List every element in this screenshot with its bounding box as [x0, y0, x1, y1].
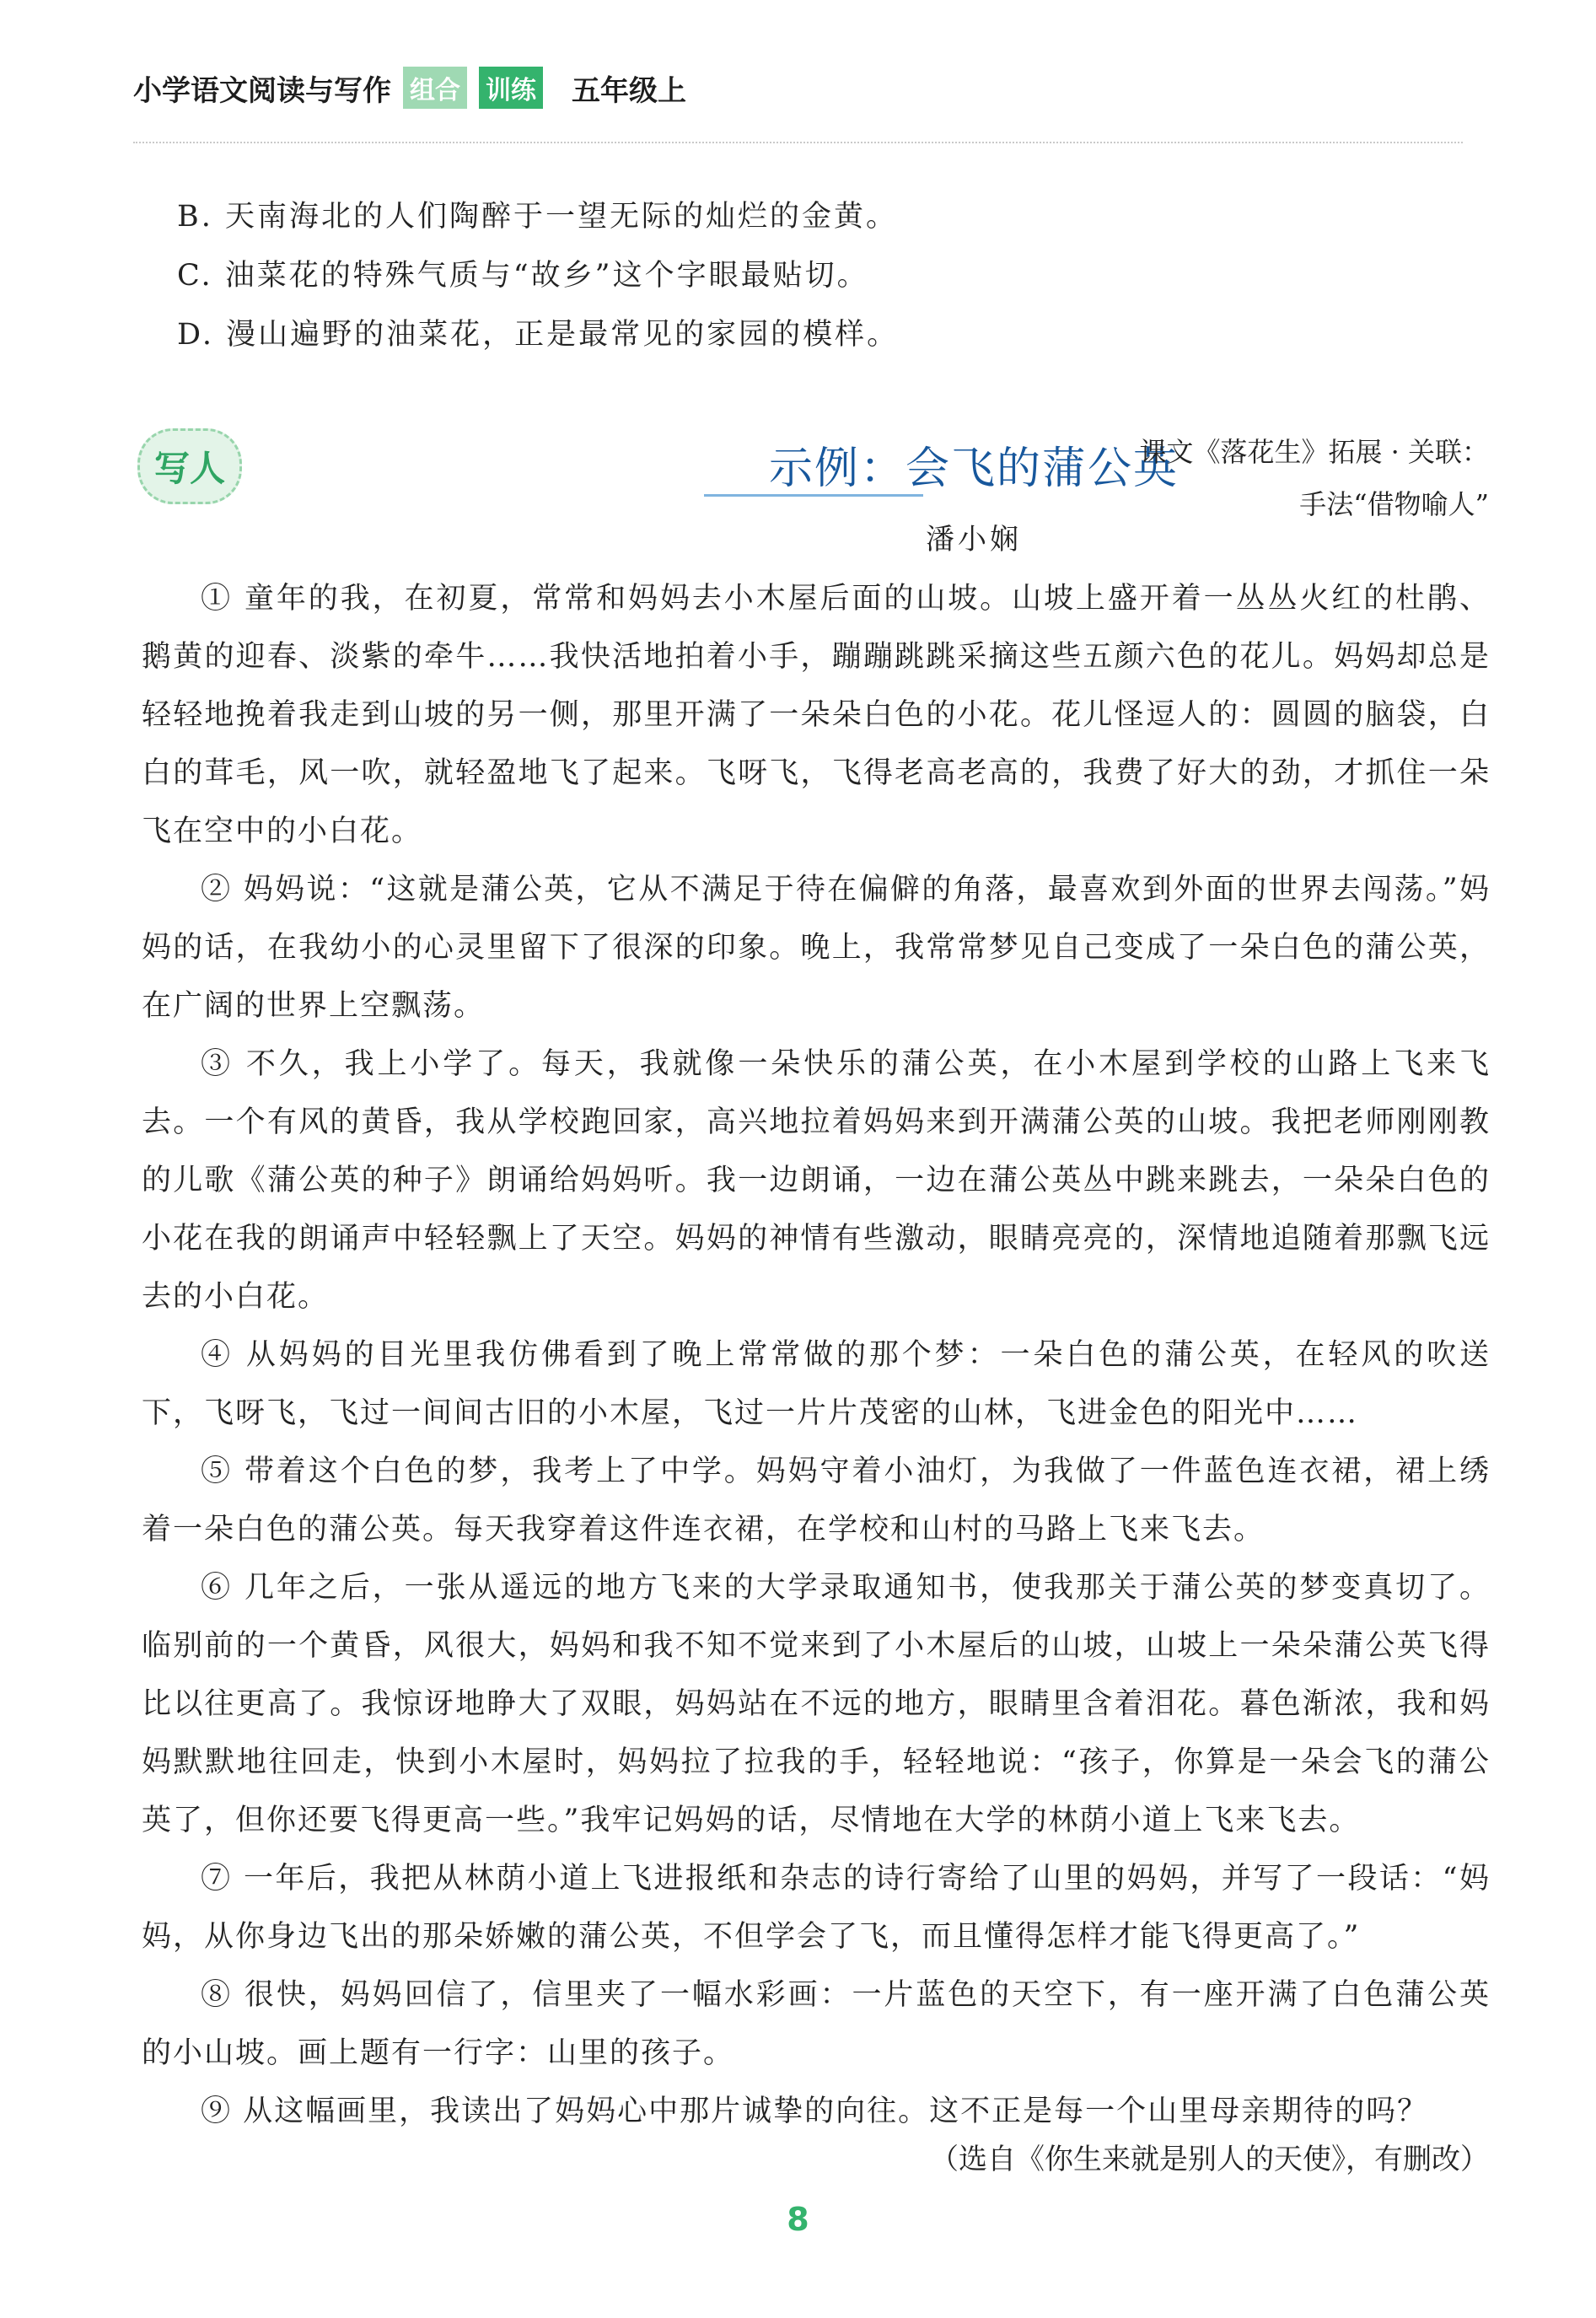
- paragraph-3: ③ 不久，我上小学了。每天，我就像一朵快乐的蒲公英，在小木屋到学校的山路上飞来飞去。一个有风的黄昏，我从学校跑回家，高兴地拉着妈妈来到开满蒲公英的山坡。我把老师刚刚教的儿歌《蒲公英的种子》朗诵给妈妈听。我一边朗诵，一边在蒲公英丛中跳来跳去，一朵朵白色的小花在我的朗诵声中轻轻飘上了天空。妈妈的神情有些激动，眼睛亮亮的，深情地追随着那飘飞远去的小白花。: [142, 1047, 1491, 1314]
- option-b: B. 天南海北的人们陶醉于一望无际的灿烂的金黄。: [177, 200, 898, 234]
- book-header: [133, 62, 686, 113]
- lesson-note: [1118, 426, 1489, 530]
- book-title: 小学语文阅读与写作: [133, 73, 391, 108]
- grade-label: 五年级上: [572, 73, 686, 108]
- article-title: 示例：会飞的蒲公英: [768, 444, 1179, 494]
- paragraph-6: ⑥ 几年之后，一张从遥远的地方飞来的大学录取通知书，使我那关于蒲公英的梦变真切了。临别前的一个黄昏，风很大，妈妈和我不知不觉来到了小木屋后的山坡，山坡上一朵朵蒲公英飞得比以往更高了。我惊讶地睁大了双眼，妈妈站在不远的地方，眼睛里含着泪花。暮色渐浓，我和妈妈默默地往回走，快到小木屋时，妈妈拉了拉我的手，轻轻地说：“孩子，你算是一朵会飞的蒲公英了，但你还要飞得更高一些。”我牢记妈妈的话，尽情地在大学的林荫小道上飞来飞去。: [142, 1571, 1491, 1837]
- series-tag-training: 训练: [479, 67, 543, 109]
- article-source: （选自《你生来就是别人的天使》，有删改）: [930, 2143, 1489, 2176]
- paragraph-7: ⑦ 一年后，我把从林荫小道上飞进报纸和杂志的诗行寄给了山里的妈妈，并写了一段话：“妈妈，从你身边飞出的那朵娇嫩的蒲公英，不但学会了飞，而且懂得怎样才能飞得更高了。”: [142, 1862, 1491, 1954]
- section-badge: 写人: [137, 428, 242, 504]
- paragraph-8: ⑧ 很快，妈妈回信了，信里夹了一幅水彩画：一片蓝色的天空下，有一座开满了白色蒲公英的小山坡。画上题有一行字：山里的孩子。: [142, 1978, 1491, 2070]
- lesson-note-line-2: 手法“借物喻人”: [1299, 488, 1489, 520]
- paragraph-4: ④ 从妈妈的目光里我仿佛看到了晚上常常做的那个梦：一朵白色的蒲公英，在轻风的吹送下，飞呀飞，飞过一间间古旧的小木屋，飞过一片片茂密的山林，飞进金色的阳光中……: [142, 1338, 1491, 1430]
- lesson-note-line-1: 课文《落花生》拓展 · 关联：: [1139, 436, 1489, 468]
- page-number: 8: [787, 2201, 809, 2238]
- option-c: C. 油菜花的特殊气质与“故乡”这个字眼最贴切。: [177, 259, 869, 293]
- article-author: 潘小娴: [926, 523, 1022, 557]
- title-underline: [704, 494, 923, 497]
- paragraph-5: ⑤ 带着这个白色的梦，我考上了中学。妈妈守着小油灯，为我做了一件蓝色连衣裙，裙上绣着一朵白色的蒲公英。每天我穿着这件连衣裙，在学校和山村的马路上飞来飞去。: [142, 1455, 1491, 1546]
- article-body: [142, 570, 1491, 2141]
- answer-options: [177, 187, 1484, 364]
- series-tag-combine: 组合: [403, 67, 467, 109]
- paragraph-9: ⑨ 从这幅画里，我读出了妈妈心中那片诚挚的向往。这不正是每一个山里母亲期待的吗？: [201, 2095, 1429, 2128]
- header-divider: [133, 142, 1463, 143]
- paragraph-2: ② 妈妈说：“这就是蒲公英，它从不满足于待在偏僻的角落，最喜欢到外面的世界去闯荡。”妈妈的话，在我幼小的心灵里留下了很深的印象。晚上，我常常梦见自己变成了一朵白色的蒲公英，在广阔的世界上空飘荡。: [142, 873, 1491, 1023]
- paragraph-1: ① 童年的我，在初夏，常常和妈妈去小木屋后面的山坡。山坡上盛开着一丛丛火红的杜鹃、鹅黄的迎春、淡紫的牵牛……我快活地拍着小手，蹦蹦跳跳采摘这些五颜六色的花儿。妈妈却总是轻轻地挽着我走到山坡的另一侧，那里开满了一朵朵白色的小花。花儿怪逗人的：圆圆的脑袋，白白的茸毛，风一吹，就轻盈地飞了起来。飞呀飞，飞得老高老高的，我费了好大的劲，才抓住一朵飞在空中的小白花。: [142, 582, 1491, 848]
- option-d: D. 漫山遍野的油菜花，正是最常见的家园的模样。: [177, 318, 900, 352]
